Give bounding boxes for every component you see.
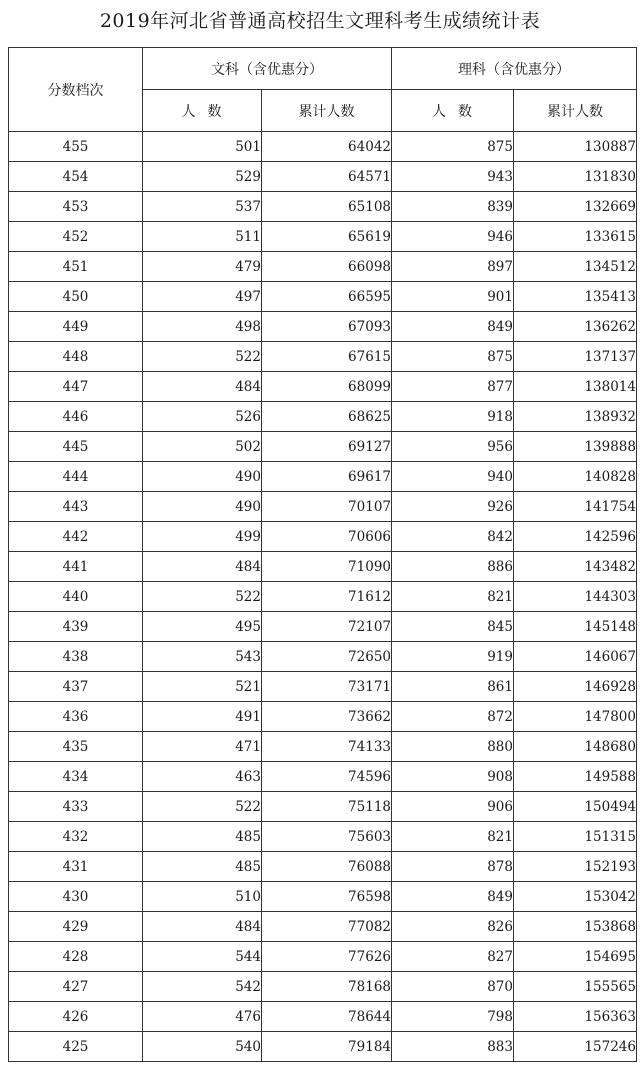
score-cell: 449 xyxy=(9,312,143,342)
science-cumulative-cell: 137137 xyxy=(514,342,637,372)
science-count-cell: 827 xyxy=(392,942,514,972)
science-cumulative-cell: 131830 xyxy=(514,162,637,192)
liberal-arts-cumulative-cell: 71612 xyxy=(262,582,392,612)
liberal-arts-count-cell: 490 xyxy=(143,492,262,522)
liberal-arts-count-cell: 479 xyxy=(143,252,262,282)
table-row xyxy=(9,552,637,582)
science-count-cell: 875 xyxy=(392,132,514,162)
science-cumulative-cell: 130887 xyxy=(514,132,637,162)
table-row xyxy=(9,372,637,402)
science-count-cell: 946 xyxy=(392,222,514,252)
score-cell: 439 xyxy=(9,612,143,642)
science-count-cell: 849 xyxy=(392,312,514,342)
table-row xyxy=(9,312,637,342)
science-count-cell: 943 xyxy=(392,162,514,192)
science-cumulative-cell: 143482 xyxy=(514,552,637,582)
table-row xyxy=(9,492,637,522)
table-row xyxy=(9,582,637,612)
liberal-arts-cumulative-cell: 68099 xyxy=(262,372,392,402)
science-cumulative-cell: 145148 xyxy=(514,612,637,642)
science-cumulative-cell: 153042 xyxy=(514,882,637,912)
science-header: 理科（含优惠分） xyxy=(392,48,637,90)
liberal-arts-count-cell: 526 xyxy=(143,402,262,432)
liberal-arts-cumulative-cell: 76598 xyxy=(262,882,392,912)
liberal-arts-cumulative-cell: 69617 xyxy=(262,462,392,492)
science-count-cell: 872 xyxy=(392,702,514,732)
liberal-arts-cumulative-cell: 73662 xyxy=(262,702,392,732)
score-cell: 433 xyxy=(9,792,143,822)
score-cell: 442 xyxy=(9,522,143,552)
liberal-arts-cumulative-cell: 65619 xyxy=(262,222,392,252)
page-title: 2019年河北省普通高校招生文理科考生成绩统计表 xyxy=(99,10,541,32)
liberal-arts-cumulative-cell: 68625 xyxy=(262,402,392,432)
table-row xyxy=(9,852,637,882)
science-cumulative-cell: 136262 xyxy=(514,312,637,342)
table-row xyxy=(9,642,637,672)
liberal-arts-cumulative-cell: 74596 xyxy=(262,762,392,792)
liberal-arts-cumulative-cell: 72107 xyxy=(262,612,392,642)
liberal-arts-count-cell: 471 xyxy=(143,732,262,762)
table-row xyxy=(9,282,637,312)
science-cumulative-cell: 151315 xyxy=(514,822,637,852)
score-cell: 436 xyxy=(9,702,143,732)
liberal-arts-count-cell: 490 xyxy=(143,462,262,492)
table-body xyxy=(9,132,637,1062)
science-count-cell: 845 xyxy=(392,612,514,642)
science-count-cell: 842 xyxy=(392,522,514,552)
score-cell: 446 xyxy=(9,402,143,432)
table-row xyxy=(9,432,637,462)
table-row xyxy=(9,402,637,432)
liberal-arts-count-cell: 510 xyxy=(143,882,262,912)
table-row xyxy=(9,222,637,252)
liberal-arts-cumulative-cell: 73171 xyxy=(262,672,392,702)
score-cell: 443 xyxy=(9,492,143,522)
score-cell: 451 xyxy=(9,252,143,282)
liberal-arts-cumulative-cell: 70606 xyxy=(262,522,392,552)
science-count-cell: 919 xyxy=(392,642,514,672)
liberal-arts-count-cell: 485 xyxy=(143,822,262,852)
science-cumulative-cell: 138014 xyxy=(514,372,637,402)
science-count-cell: 918 xyxy=(392,402,514,432)
science-count-cell: 906 xyxy=(392,792,514,822)
liberal-arts-cumulative-cell: 74133 xyxy=(262,732,392,762)
liberal-arts-cumulative-cell: 65108 xyxy=(262,192,392,222)
liberal-arts-count-cell: 522 xyxy=(143,792,262,822)
score-cell: 454 xyxy=(9,162,143,192)
score-cell: 427 xyxy=(9,972,143,1002)
score-cell: 448 xyxy=(9,342,143,372)
table-row xyxy=(9,792,637,822)
score-cell: 437 xyxy=(9,672,143,702)
science-count-cell: 826 xyxy=(392,912,514,942)
score-cell: 440 xyxy=(9,582,143,612)
science-count-cell: 926 xyxy=(392,492,514,522)
table-row xyxy=(9,762,637,792)
science-cumulative-cell: 134512 xyxy=(514,252,637,282)
liberal-arts-cumulative-cell: 64042 xyxy=(262,132,392,162)
table-row xyxy=(9,1002,637,1032)
liberal-arts-cumulative-cell: 78168 xyxy=(262,972,392,1002)
score-cell: 429 xyxy=(9,912,143,942)
liberal-arts-count-cell: 511 xyxy=(143,222,262,252)
science-cumulative-cell: 133615 xyxy=(514,222,637,252)
score-cell: 431 xyxy=(9,852,143,882)
liberal-arts-count-cell: 484 xyxy=(143,912,262,942)
score-cell: 425 xyxy=(9,1032,143,1062)
liberal-arts-cumulative-cell: 77082 xyxy=(262,912,392,942)
liberal-arts-count-cell: 463 xyxy=(143,762,262,792)
liberal-arts-count-cell: 501 xyxy=(143,132,262,162)
liberal-arts-count-cell: 537 xyxy=(143,192,262,222)
science-count-cell: 870 xyxy=(392,972,514,1002)
liberal-arts-cumulative-cell: 64571 xyxy=(262,162,392,192)
science-cumulative-cell: 140828 xyxy=(514,462,637,492)
liberal-arts-cumulative-cell: 75603 xyxy=(262,822,392,852)
table-row xyxy=(9,192,637,222)
score-cell: 438 xyxy=(9,642,143,672)
science-count-cell: 821 xyxy=(392,822,514,852)
table-row xyxy=(9,702,637,732)
score-cell: 434 xyxy=(9,762,143,792)
science-cumulative-cell: 149588 xyxy=(514,762,637,792)
score-cell: 430 xyxy=(9,882,143,912)
liberal-arts-cumulative-header: 累计人数 xyxy=(262,90,392,132)
liberal-arts-count-cell: 522 xyxy=(143,342,262,372)
liberal-arts-count-cell: 540 xyxy=(143,1032,262,1062)
liberal-arts-cumulative-cell: 67615 xyxy=(262,342,392,372)
liberal-arts-cumulative-cell: 69127 xyxy=(262,432,392,462)
liberal-arts-count-cell: 529 xyxy=(143,162,262,192)
science-cumulative-cell: 150494 xyxy=(514,792,637,822)
table-row xyxy=(9,972,637,1002)
liberal-arts-cumulative-cell: 76088 xyxy=(262,852,392,882)
liberal-arts-cumulative-cell: 72650 xyxy=(262,642,392,672)
science-count-cell: 880 xyxy=(392,732,514,762)
science-count-cell: 956 xyxy=(392,432,514,462)
liberal-arts-count-cell: 498 xyxy=(143,312,262,342)
science-cumulative-cell: 156363 xyxy=(514,1002,637,1032)
liberal-arts-count-cell: 476 xyxy=(143,1002,262,1032)
liberal-arts-count-cell: 544 xyxy=(143,942,262,972)
science-cumulative-cell: 157246 xyxy=(514,1032,637,1062)
science-cumulative-cell: 138932 xyxy=(514,402,637,432)
score-cell: 447 xyxy=(9,372,143,402)
liberal-arts-count-cell: 495 xyxy=(143,612,262,642)
science-cumulative-cell: 144303 xyxy=(514,582,637,612)
table-row xyxy=(9,132,637,162)
science-cumulative-cell: 146928 xyxy=(514,672,637,702)
score-cell: 450 xyxy=(9,282,143,312)
liberal-arts-count-cell: 484 xyxy=(143,372,262,402)
liberal-arts-count-cell: 542 xyxy=(143,972,262,1002)
liberal-arts-count-cell: 499 xyxy=(143,522,262,552)
science-cumulative-cell: 139888 xyxy=(514,432,637,462)
liberal-arts-cumulative-cell: 71090 xyxy=(262,552,392,582)
science-cumulative-cell: 152193 xyxy=(514,852,637,882)
science-cumulative-cell: 141754 xyxy=(514,492,637,522)
liberal-arts-count-cell: 502 xyxy=(143,432,262,462)
liberal-arts-cumulative-cell: 77626 xyxy=(262,942,392,972)
score-cell: 426 xyxy=(9,1002,143,1032)
liberal-arts-count-cell: 485 xyxy=(143,852,262,882)
liberal-arts-count-cell: 521 xyxy=(143,672,262,702)
table-row xyxy=(9,612,637,642)
liberal-arts-count-cell: 522 xyxy=(143,582,262,612)
science-cumulative-header: 累计人数 xyxy=(514,90,637,132)
science-cumulative-cell: 142596 xyxy=(514,522,637,552)
science-cumulative-cell: 135413 xyxy=(514,282,637,312)
score-band-header: 分数档次 xyxy=(9,48,143,132)
score-cell: 444 xyxy=(9,462,143,492)
liberal-arts-count-cell: 543 xyxy=(143,642,262,672)
table-row xyxy=(9,522,637,552)
table-row xyxy=(9,672,637,702)
science-count-cell: 798 xyxy=(392,1002,514,1032)
table-row xyxy=(9,462,637,492)
science-count-cell: 897 xyxy=(392,252,514,282)
science-count-header: 人 数 xyxy=(392,90,514,132)
table-row xyxy=(9,1032,637,1062)
table-row xyxy=(9,252,637,282)
science-count-cell: 886 xyxy=(392,552,514,582)
liberal-arts-count-header: 人 数 xyxy=(143,90,262,132)
score-cell: 453 xyxy=(9,192,143,222)
score-cell: 452 xyxy=(9,222,143,252)
liberal-arts-cumulative-cell: 78644 xyxy=(262,1002,392,1032)
liberal-arts-count-cell: 497 xyxy=(143,282,262,312)
liberal-arts-cumulative-cell: 70107 xyxy=(262,492,392,522)
table-row xyxy=(9,162,637,192)
score-cell: 455 xyxy=(9,132,143,162)
science-count-cell: 849 xyxy=(392,882,514,912)
liberal-arts-count-cell: 491 xyxy=(143,702,262,732)
table-row xyxy=(9,942,637,972)
science-cumulative-cell: 153868 xyxy=(514,912,637,942)
liberal-arts-count-cell: 484 xyxy=(143,552,262,582)
science-count-cell: 901 xyxy=(392,282,514,312)
table-row xyxy=(9,822,637,852)
score-cell: 445 xyxy=(9,432,143,462)
score-cell: 432 xyxy=(9,822,143,852)
table-row xyxy=(9,912,637,942)
table-row xyxy=(9,732,637,762)
science-count-cell: 877 xyxy=(392,372,514,402)
science-cumulative-cell: 148680 xyxy=(514,732,637,762)
science-count-cell: 875 xyxy=(392,342,514,372)
liberal-arts-cumulative-cell: 75118 xyxy=(262,792,392,822)
science-cumulative-cell: 154695 xyxy=(514,942,637,972)
liberal-arts-cumulative-cell: 67093 xyxy=(262,312,392,342)
science-count-cell: 908 xyxy=(392,762,514,792)
table-row xyxy=(9,342,637,372)
science-count-cell: 861 xyxy=(392,672,514,702)
score-statistics-table xyxy=(8,47,637,1062)
science-cumulative-cell: 132669 xyxy=(514,192,637,222)
science-cumulative-cell: 146067 xyxy=(514,642,637,672)
science-count-cell: 878 xyxy=(392,852,514,882)
science-count-cell: 940 xyxy=(392,462,514,492)
score-cell: 428 xyxy=(9,942,143,972)
liberal-arts-cumulative-cell: 66098 xyxy=(262,252,392,282)
science-count-cell: 821 xyxy=(392,582,514,612)
table-row xyxy=(9,882,637,912)
score-cell: 441 xyxy=(9,552,143,582)
science-cumulative-cell: 155565 xyxy=(514,972,637,1002)
science-count-cell: 839 xyxy=(392,192,514,222)
liberal-arts-header: 文科（含优惠分） xyxy=(143,48,392,90)
science-count-cell: 883 xyxy=(392,1032,514,1062)
score-cell: 435 xyxy=(9,732,143,762)
liberal-arts-cumulative-cell: 79184 xyxy=(262,1032,392,1062)
liberal-arts-cumulative-cell: 66595 xyxy=(262,282,392,312)
science-cumulative-cell: 147800 xyxy=(514,702,637,732)
